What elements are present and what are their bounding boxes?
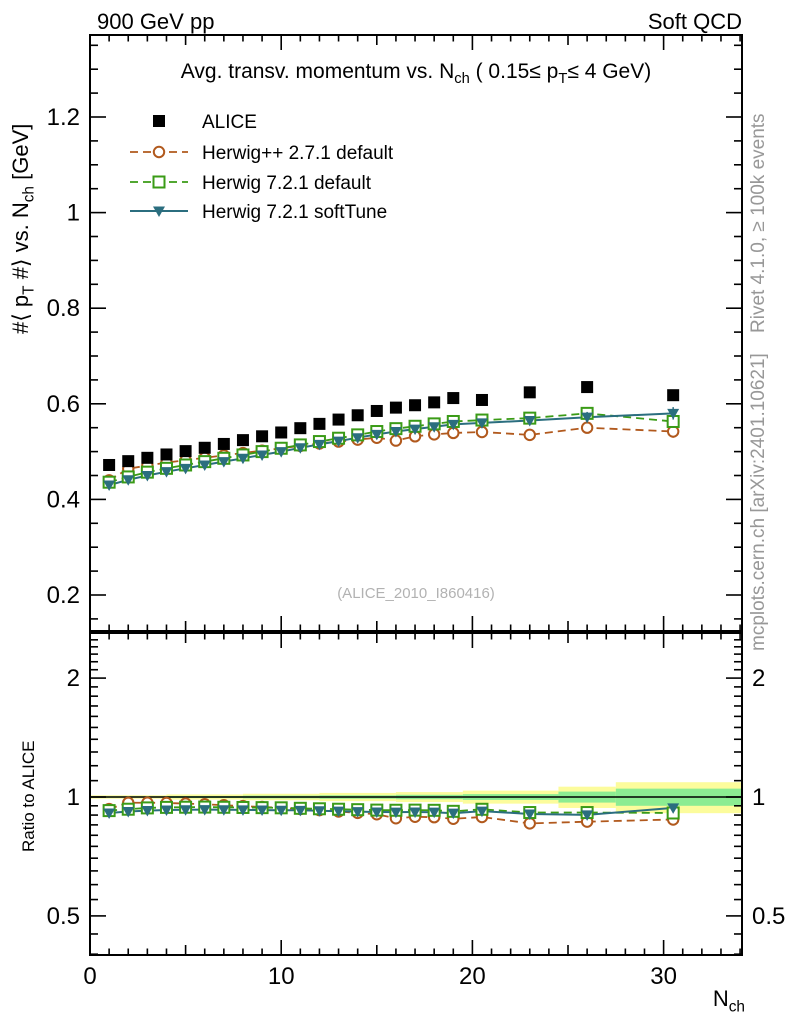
legend-label: Herwig++ 2.7.1 default [202,143,394,164]
legend-item-herwig-2-7-1-default [130,143,394,164]
marker-filled-square [275,426,287,438]
x-axis-label: $N_{ch}$ [712,986,745,1016]
main-panel-frame [90,35,742,631]
main-y-axis-label: #⟨ $p_T$ #⟩ vs. $N_{ch}$ [GeV] [8,123,38,334]
marker-filled-square [390,402,402,414]
tick-labels [47,104,786,990]
marker-filled-square [447,392,459,404]
marker-filled-square [199,442,211,454]
marker-filled-square [294,422,306,434]
legend-label: Herwig 7.2.1 default [202,173,371,194]
marker-filled-square [428,396,440,408]
marker-filled-square [218,438,230,450]
main-y-tick-label: 1.2 [46,104,80,131]
ratio-y-tick-label-right: 2 [752,665,766,693]
ratio-y-axis-label: Ratio to ALICE [19,740,38,852]
marker-filled-square [333,414,345,426]
marker-filled-square [180,445,192,457]
plot-title: Avg. transv. momentum vs. $N_{ch}$ ( $0.15\le p_T\le 4$ GeV) [180,60,652,88]
marker-open-square [154,177,165,188]
main-panel-series [103,381,679,491]
marker-filled-square [153,115,165,127]
marker-filled-square [141,452,153,464]
legend-item-herwig-7-2-1-default [130,173,372,194]
ratio-y-tick-label-left: 1 [66,784,80,811]
main-y-tick-label: 0.4 [46,486,80,514]
marker-filled-square [409,399,421,411]
marker-filled-square [122,455,134,467]
legend-label: ALICE [202,112,257,133]
marker-filled-square [313,418,325,430]
marker-filled-square [237,434,249,446]
marker-filled-square [581,381,593,393]
x-tick-label: 10 [267,963,295,990]
marker-filled-square [256,430,268,442]
marker-filled-square [371,405,383,417]
ratio-y-tick-label-left: 0.5 [46,902,80,930]
marker-open-circle [525,430,535,440]
header-beam-energy: 900 GeV pp [97,9,215,34]
marker-filled-square [667,389,679,401]
marker-filled-square [476,394,488,406]
series-line-herwig-2-7-1-default [109,428,673,481]
x-tick-label: 0 [83,963,97,990]
ratio-y-tick-label-right: 0.5 [752,902,786,930]
ratio-y-tick-label-right: 1 [752,784,766,811]
analysis-watermark: (ALICE_2010_I860416) [337,585,495,602]
legend-item-alice [153,112,257,133]
main-y-tick-label: 0.8 [46,295,80,323]
generator-version-note: Rivet 4.1.0, ≥ 100k events [748,113,769,333]
marker-filled-square [160,448,172,460]
legend [130,112,394,223]
ratio-y-tick-label-left: 2 [66,665,80,693]
mcplots-arxiv-note: mcplots.cern.ch [arXiv:2401.10621] [748,353,769,651]
marker-filled-square [103,459,115,471]
marker-filled-square [524,386,536,398]
legend-label: Herwig 7.2.1 softTune [202,202,388,223]
legend-item-herwig-7-2-1-softtune [130,202,387,223]
main-y-tick-label: 0.6 [46,390,80,418]
marker-open-circle [154,147,164,157]
main-y-tick-label: 0.2 [46,582,80,609]
main-y-tick-label: 1 [66,199,80,227]
header-process-group: Soft QCD [647,9,742,34]
x-tick-label: 30 [650,963,677,990]
marker-filled-square [352,409,364,421]
x-tick-label: 20 [459,963,486,990]
marker-open-circle [582,423,592,433]
